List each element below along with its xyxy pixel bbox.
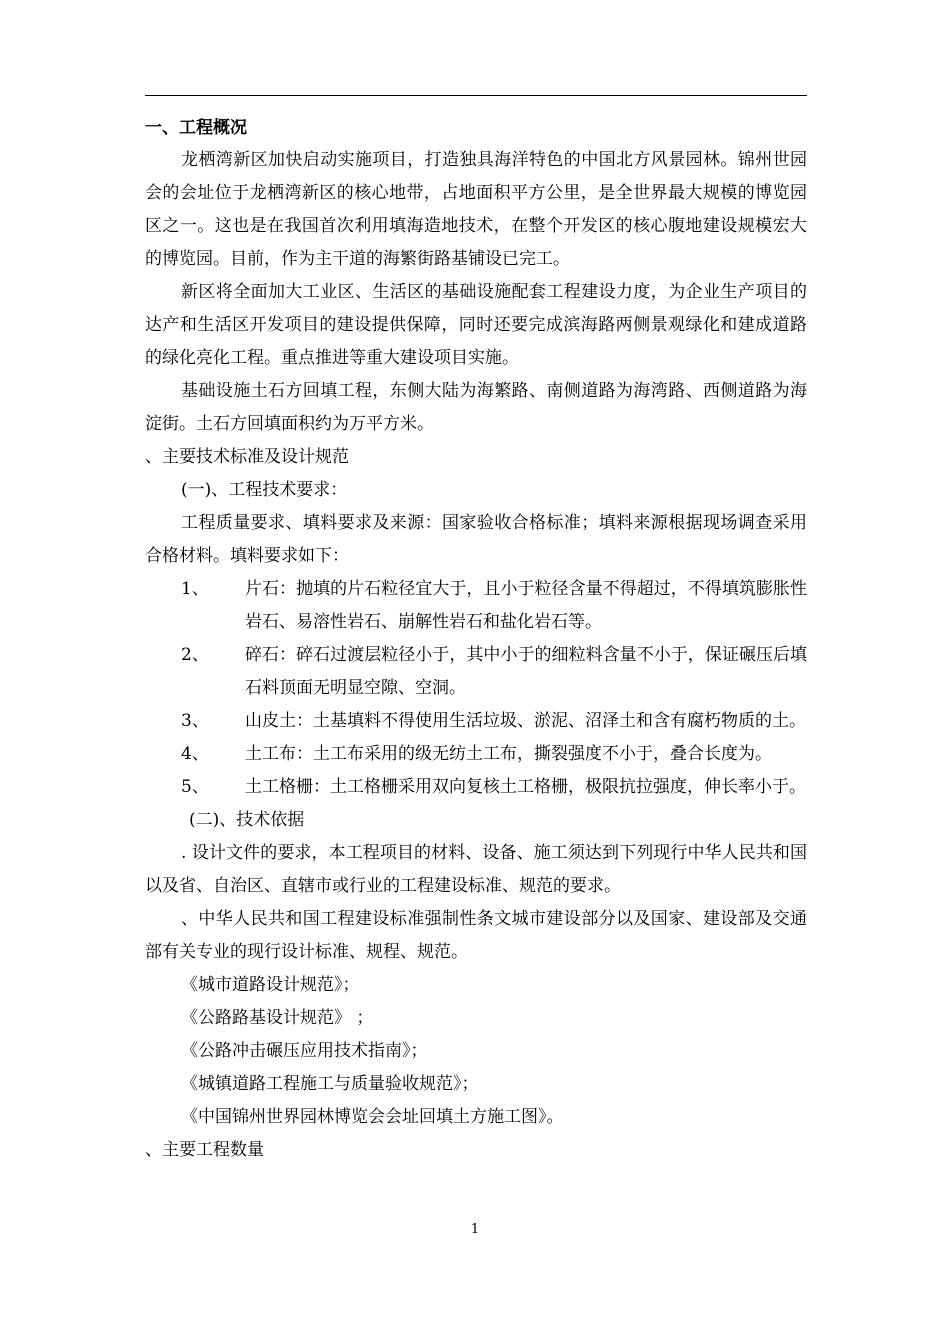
subsection-heading-requirements: (一)、工程技术要求： — [181, 480, 348, 500]
paragraph: 龙栖湾新区加快启动实施项目，打造独具海洋特色的中国北方风景园林。锦州世园会的会址位于龙栖湾新区的核心地带，占地面积平方公里，是全世界最大规模的博览园区之一。这也是在我国首次利用填海造地技术，在整个开发区的核心腹地建设规模宏大的博览园。目前，作为主干道的海繁街路基铺设已完工。 — [145, 150, 807, 269]
subsection-heading-basis: (二)、技术依据 — [189, 810, 305, 830]
document-body — [145, 112, 807, 1167]
list-item-text: 碎石：碎石过渡层粒径小于，其中小于的细粒料含量不小于，保证碾压后填石料顶面无明显空隙、空洞。 — [245, 645, 807, 698]
reference-item: 《城镇道路工程施工与质量验收规范》； — [181, 1074, 479, 1094]
section-heading-overview: 一、工程概况 — [145, 118, 247, 138]
paragraph: 新区将全面加大工业区、生活区的基础设施配套工程建设力度，为企业生产项目的达产和生活区开发项目的建设提供保障，同时还要完成滨海路两侧景观绿化和建成道路的绿化亮化工程。重点推进等重大建设项目实施。 — [145, 282, 807, 368]
reference-item: 《公路冲击碾压应用技术指南》； — [181, 1041, 428, 1061]
reference-item: 《城市道路设计规范》； — [181, 975, 360, 995]
list-item-text: 土工格栅：土工格栅采用双向复核土工格栅，极限抗拉强度，伸长率小于。 — [245, 777, 806, 797]
list-item — [145, 771, 807, 804]
section-heading-standards: 、主要技术标准及设计规范 — [145, 447, 349, 467]
list-item-number: 4、 — [181, 744, 209, 764]
list-item-text: 片石：抛填的片石粒径宜大于，且小于粒径含量不得超过，不得填筑膨胀性岩石、易溶性岩石、崩解性岩石和盐化岩石等。 — [245, 579, 807, 632]
list-item — [145, 573, 807, 639]
list-item-number: 2、 — [181, 645, 209, 665]
paragraph: . 设计文件的要求，本工程项目的材料、设备、施工须达到下列现行中华人民共和国以及省、自治区、直辖市或行业的工程建设标准、规范的要求。 — [145, 843, 807, 896]
paragraph: 、中华人民共和国工程建设标准强制性条文城市建设部分以及国家、建设部及交通部有关专业的现行设计标准、规程、规范。 — [145, 909, 807, 962]
reference-item: 《中国锦州世界园林博览会会址回填土方施工图》。 — [181, 1107, 564, 1127]
list-item — [145, 738, 807, 771]
list-item — [145, 705, 807, 738]
list-item — [145, 639, 807, 705]
paragraph: 基础设施土石方回填工程，东侧大陆为海繁路、南侧道路为海湾路、西侧道路为海淀街。土石方回填面积约为万平方米。 — [145, 381, 807, 434]
reference-item: 《公路路基设计规范》 ； — [181, 1008, 374, 1028]
list-item-number: 3、 — [181, 711, 209, 731]
page-number: 1 — [470, 1222, 480, 1237]
paragraph: 工程质量要求、填料要求及来源：国家验收合格标准；填料来源根据现场调查采用合格材料。填料要求如下： — [145, 513, 807, 566]
list-item-number: 5、 — [181, 777, 209, 797]
list-item-text: 山皮土：土基填料不得使用生活垃圾、淤泥、沼泽土和含有腐朽物质的土。 — [245, 711, 806, 731]
list-item-number: 1、 — [181, 579, 209, 599]
list-item-text: 土工布：土工布采用的级无纺土工布，撕裂强度不小于，叠合长度为。 — [245, 744, 772, 764]
header-rule — [145, 95, 807, 96]
section-heading-quantities: 、主要工程数量 — [145, 1140, 264, 1160]
